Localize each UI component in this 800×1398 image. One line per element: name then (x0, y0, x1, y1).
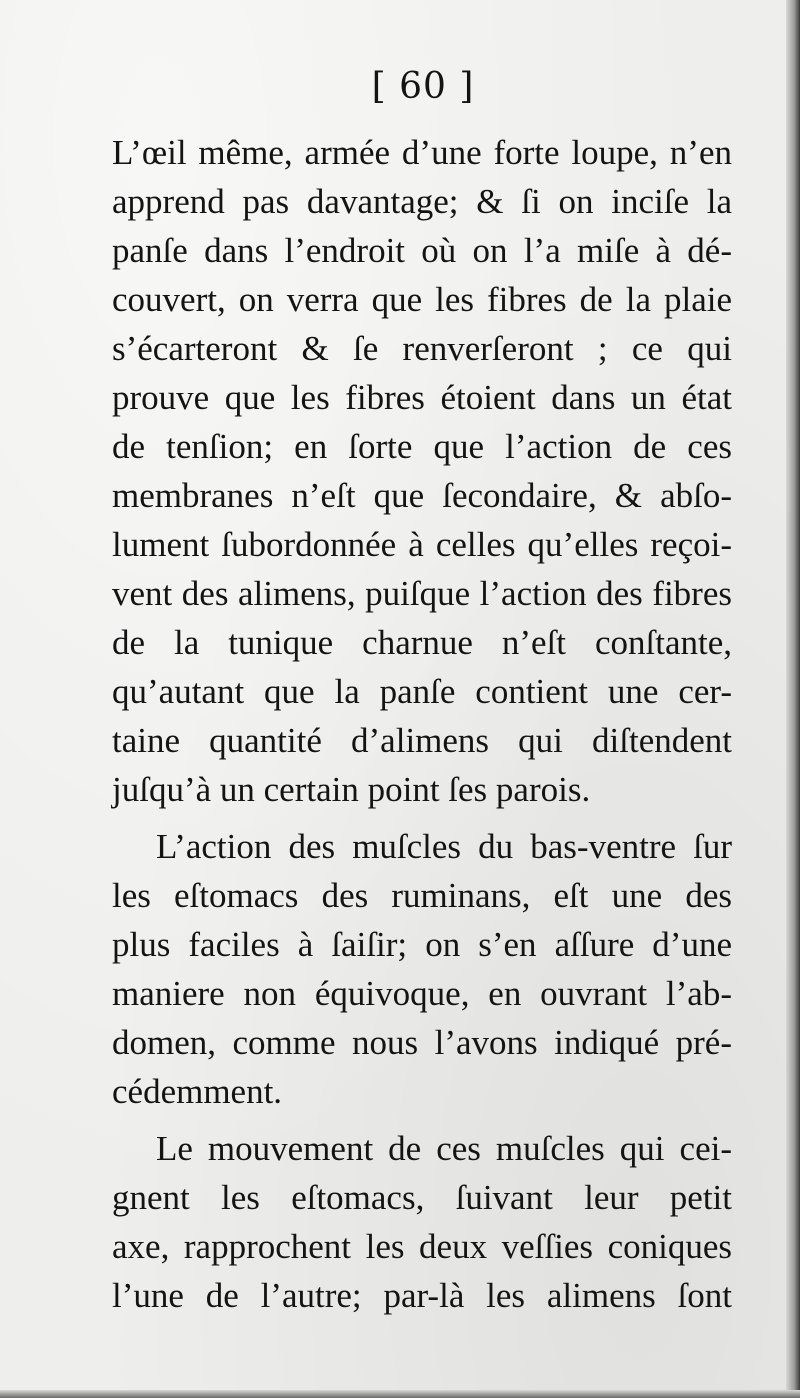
page-edge-shadow (786, 0, 800, 1398)
text-line: de tenſion; en ſorte que l’action de ces (112, 427, 732, 466)
page-bottom-shadow (0, 1390, 800, 1398)
text-line: vent des alimens, puiſque l’action des fibres (112, 574, 732, 613)
text-line: prouve que les fibres étoient dans un état (112, 378, 732, 417)
text-line: qu’autant que la panſe contient une cer- (112, 672, 732, 711)
text-line: panſe dans l’endroit où on l’a miſe à dé- (112, 231, 732, 270)
text-line: les eſtomacs des ruminans, eſt une des (112, 876, 732, 915)
text-line: l’une de l’autre; par-là les alimens ſont (112, 1276, 732, 1315)
body-text (112, 128, 732, 1320)
text-line: plus faciles à ſaiſir; on s’en aſſure d’une (112, 925, 732, 964)
text-line: L’œil même, armée d’une forte loupe, n’en (112, 133, 732, 172)
text-line: s’écarteront & ſe renverſeront ; ce qui (112, 329, 732, 368)
text-line: couvert, on verra que les fibres de la plaie (112, 280, 732, 319)
text-line: gnent les eſtomacs, ſuivant leur petit (112, 1178, 732, 1217)
text-line: de la tunique charnue n’eſt conſtante, (112, 623, 732, 662)
text-line: axe, rapprochent les deux veſſies coniques (112, 1227, 732, 1266)
text-line: taine quantité d’alimens qui diſtendent (112, 721, 732, 760)
text-line: domen, comme nous l’avons indiqué pré- (112, 1023, 732, 1062)
text-line: L’action des muſcles du bas-ventre ſur (156, 827, 732, 866)
text-line: lument ſubordonnée à celles qu’elles reçoi- (112, 525, 732, 564)
text-line: juſqu’à un certain point ſes parois. (112, 770, 591, 809)
page-number: [ 60 ] (371, 66, 475, 107)
text-line: membranes n’eſt que ſecondaire, & abſo- (112, 476, 732, 515)
text-line: cédemment. (112, 1072, 283, 1111)
text-line: maniere non équivoque, en ouvrant l’ab- (112, 974, 732, 1013)
text-line: Le mouvement de ces muſcles qui cei- (156, 1129, 732, 1168)
text-line: apprend pas davantage; & ſi on inciſe la (112, 182, 732, 221)
